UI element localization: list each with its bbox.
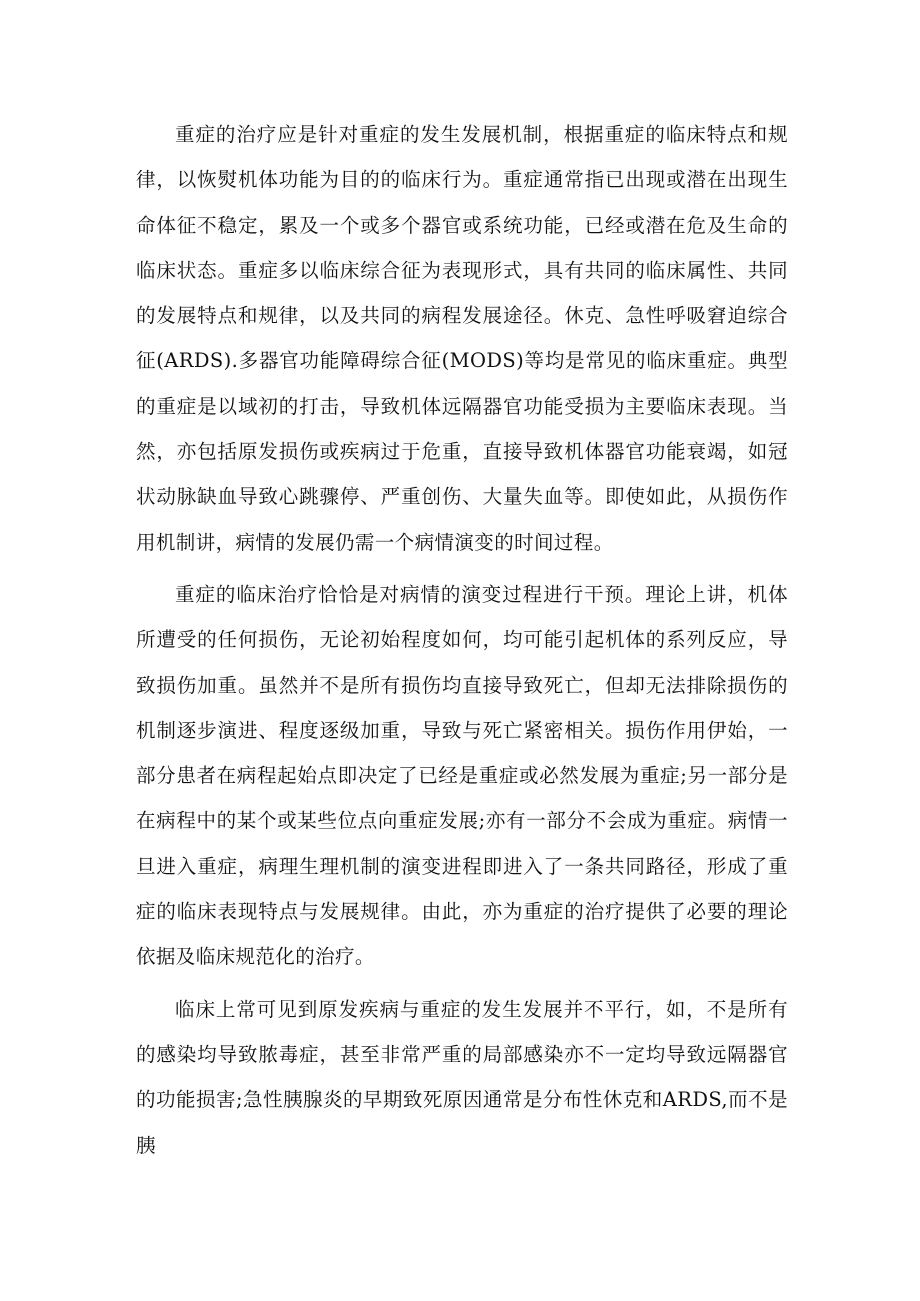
paragraph-2: 重症的临床治疗恰恰是对病情的演变过程进行干预。理论上讲，机体所遭受的任何损伤，无论初始程度如何，均可能引起机体的系列反应，导致损伤加重。虽然并不是所有损伤均直接导致死亡，但却无法排除损伤的机制逐步演进、程度逐级加重，导致与死亡紧密相关。损伤作用伊始，一部分患者在病程起始点即决定了已经是重症或必然发展为重症;另一部分是在病程中的某个或某些位点向重症发展;亦有一部分不会成为重症。病情一旦进入重症，病理生理机制的演变进程即进入了一条共同路径，形成了重症的临床表现特点与发展规律。由此，亦为重症的治疗提供了必要的理论依据及临床规范化的治疗。 (136, 582, 788, 969)
paragraph-1: 重症的治疗应是针对重症的发生发展机制，根据重症的临床特点和规律，以恢熨机体功能为目的的临床行为。重症通常指已出现或潜在出现生命体征不稳定，累及一个或多个器官或系统功能，已经或潜在危及生命的临床状态。重症多以临床综合征为表现形式，具有共同的临床属性、共同的发展特点和规律，以及共同的病程发展途径。休克、急性呼吸窘迫综合征(ARDS).多器官功能障碍综合征(MODS)等均是常见的临床重症。典型的重症是以域初的打击，导致机体远隔器官功能受损为主要临床表现。当然，亦包括原发损伤或疾病过于危重，直接导致机体器官功能衰竭，如冠状动脉缺血导致心跳骤停、严重创伤、大量失血等。即使如此，从损伤作用机制讲，病情的发展仍需一个病情演变的时间过程。 (136, 123, 788, 554)
paragraph-3: 临床上常可见到原发疾病与重症的发生发展并不平行，如，不是所有的感染均导致脓毒症，甚至非常严重的局部感染亦不一定均导致远隔器官的功能损害;急性胰腺炎的早期致死原因通常是分布性休克和ARDS,而不是胰 (136, 997, 788, 1157)
